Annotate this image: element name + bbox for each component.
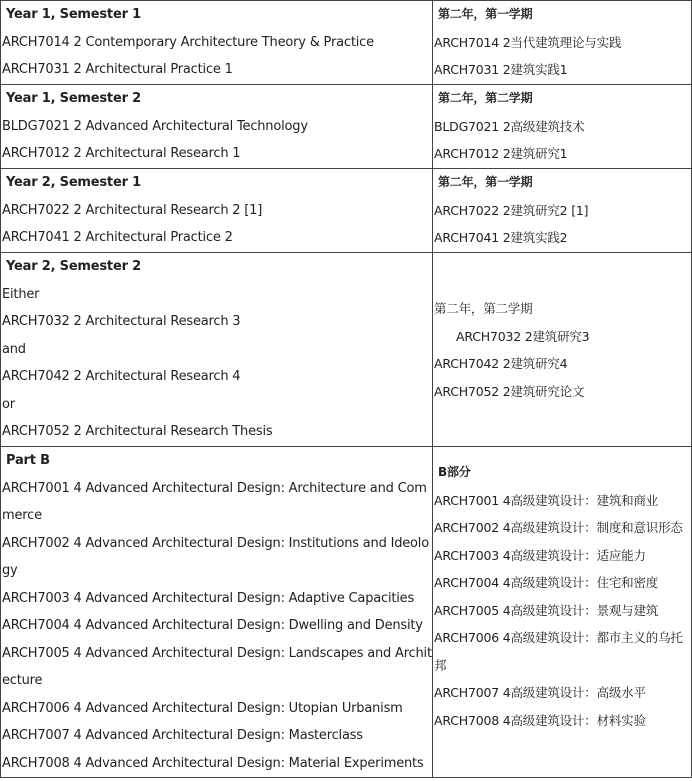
course-line: ARCH7006 4高级建筑设计：都市主义的乌托邦 (434, 630, 683, 673)
course-line: BLDG7021 2高级建筑技术 (434, 118, 585, 134)
course-line: ARCH7014 2当代建筑理论与实践 (434, 34, 622, 50)
table-row (1, 253, 692, 447)
course-line: ARCH7007 4高级建筑设计：高级水平 (434, 685, 646, 700)
english-cell (1, 85, 433, 169)
table-row (1, 169, 692, 253)
semester-heading: Year 2, Semester 1 (6, 175, 141, 190)
section-heading: Part B (6, 453, 50, 468)
section-heading: B部分 (438, 465, 471, 479)
semester-heading: 第二年，第一学期 (438, 175, 533, 189)
course-line: ARCH7012 2建筑研究1 (434, 146, 568, 161)
course-line: ARCH7004 4 Advanced Architectural Design: Dwelling and Density (2, 618, 423, 633)
course-line: ARCH7042 2建筑研究4 (434, 356, 568, 371)
chinese-cell (433, 169, 692, 253)
semester-heading: Year 2, Semester 2 (6, 259, 141, 274)
semester-heading: Year 1, Semester 2 (6, 91, 141, 106)
chinese-cell (433, 85, 692, 169)
chinese-cell (433, 253, 692, 447)
course-line: ARCH7008 4 Advanced Architectural Design: Material Experiments (2, 755, 424, 771)
chinese-cell (433, 447, 692, 778)
english-cell (1, 169, 433, 253)
course-line: ARCH7005 4 Advanced Architectural Design: Landscapes and Architecture (2, 645, 432, 688)
connector-text: Either (2, 286, 40, 302)
course-line: ARCH7014 2 Contemporary Architecture Theory & Practice (2, 34, 374, 50)
english-cell (1, 1, 433, 85)
course-line: ARCH7001 4高级建筑设计：建筑和商业 (434, 492, 659, 508)
semester-heading: 第二年，第二学期 (434, 301, 533, 316)
course-line: ARCH7002 4 Advanced Architectural Design: Institutions and Ideology (2, 535, 429, 578)
course-line: ARCH7007 4 Advanced Architectural Design: Masterclass (2, 728, 363, 743)
table-row (1, 85, 692, 169)
course-line: ARCH7022 2建筑研究2 [1] (434, 202, 589, 218)
course-line: ARCH7012 2 Architectural Research 1 (2, 146, 241, 161)
semester-heading: Year 1, Semester 1 (6, 7, 141, 22)
course-line: ARCH7006 4 Advanced Architectural Design: Utopian Urbanism (2, 700, 403, 716)
semester-heading: 第二年，第一学期 (438, 7, 533, 21)
course-line: ARCH7042 2 Architectural Research 4 (2, 369, 241, 384)
table-row (1, 1, 692, 85)
english-cell (1, 447, 433, 778)
course-line: ARCH7022 2 Architectural Research 2 [1] (2, 202, 263, 218)
course-line: BLDG7021 2 Advanced Architectural Technology (2, 118, 308, 134)
course-line: ARCH7004 4高级建筑设计：住宅和密度 (434, 575, 659, 590)
course-line: ARCH7003 4高级建筑设计：适应能力 (434, 547, 646, 563)
course-line: ARCH7032 2建筑研究3 (456, 328, 590, 344)
course-line: ARCH7052 2建筑研究论文 (434, 383, 585, 399)
connector-text: and (2, 341, 26, 357)
course-line: ARCH7032 2 Architectural Research 3 (2, 314, 241, 329)
course-line: ARCH7003 4 Advanced Architectural Design: Adaptive Capacities (2, 590, 415, 606)
course-line: ARCH7031 2 Architectural Practice 1 (2, 62, 233, 77)
course-line: ARCH7001 4 Advanced Architectural Design: Architecture and Commerce (2, 480, 427, 523)
course-line: ARCH7041 2 Architectural Practice 2 (2, 230, 233, 245)
course-line: ARCH7005 4高级建筑设计：景观与建筑 (434, 602, 659, 618)
course-line: ARCH7052 2 Architectural Research Thesis (2, 424, 273, 439)
course-line: ARCH7008 4高级建筑设计：材料实验 (434, 712, 646, 728)
connector-text: or (2, 396, 15, 412)
course-line: ARCH7041 2建筑实践2 (434, 230, 568, 245)
course-line: ARCH7031 2建筑实践1 (434, 62, 568, 77)
chinese-cell (433, 1, 692, 85)
semester-heading: 第二年，第二学期 (438, 91, 533, 105)
english-cell (1, 253, 433, 447)
course-line: ARCH7002 4高级建筑设计：制度和意识形态 (434, 520, 683, 535)
table-row (1, 447, 692, 778)
